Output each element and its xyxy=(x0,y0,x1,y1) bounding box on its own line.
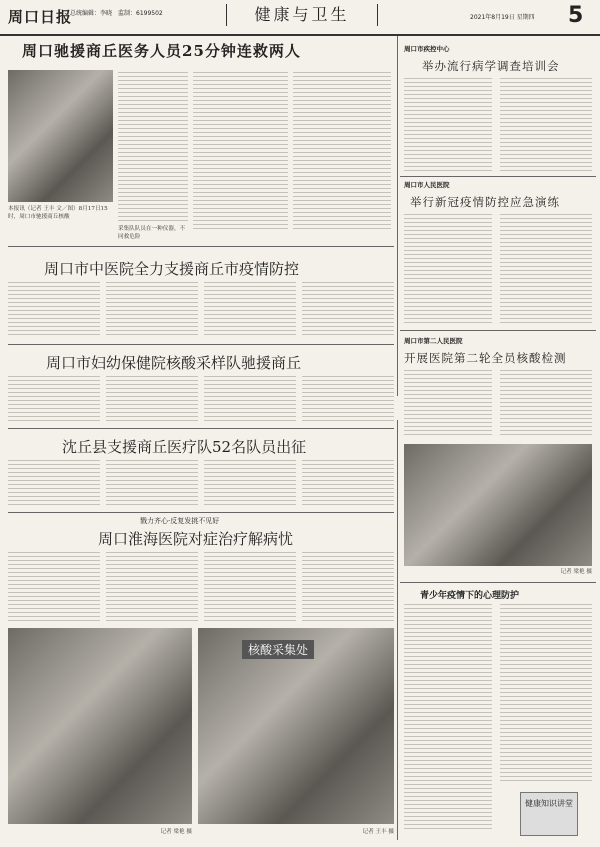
article-body xyxy=(404,604,492,832)
photo-credit: 记者 王丰 摄 xyxy=(362,829,394,835)
article-body xyxy=(302,460,394,508)
article-body xyxy=(8,552,100,622)
article-body xyxy=(193,72,288,232)
article-title: 举行新冠疫情防控应急演练 xyxy=(410,195,560,209)
article-kicker: 周口市疾控中心 xyxy=(404,45,450,53)
rule xyxy=(8,428,394,429)
article-title: 沈丘县支援商丘医疗队52名队员出征 xyxy=(62,438,307,456)
section-title: 健康与卫生 xyxy=(226,4,378,26)
column-badge: 健康知识讲堂 xyxy=(520,792,578,836)
article-body xyxy=(500,370,592,438)
article-body xyxy=(404,214,492,326)
article-body xyxy=(302,282,394,338)
article-body xyxy=(404,370,492,438)
rule xyxy=(400,330,596,331)
article-title: 周口驰援商丘医务人员25分钟连救两人 xyxy=(22,42,301,60)
article-body xyxy=(8,282,100,338)
article-title: 青少年疫情下的心理防护 xyxy=(420,591,520,601)
rule xyxy=(8,344,394,345)
article-title: 举办流行病学调查培训会 xyxy=(422,59,560,73)
article-kicker: 戮力齐心·反复发挑不见好 xyxy=(140,517,220,525)
editor-meta: 总统编辑：李晓 监制：6199502 xyxy=(70,10,163,17)
article-body xyxy=(204,376,296,424)
article-title: 周口市妇幼保健院核酸采样队驰援商丘 xyxy=(46,354,302,372)
article-body xyxy=(500,78,592,174)
article-kicker: 周口市人民医院 xyxy=(404,181,450,189)
column-divider xyxy=(397,420,398,840)
article-body xyxy=(404,78,492,174)
rule xyxy=(8,246,394,247)
article-body xyxy=(106,460,198,508)
article-body xyxy=(302,376,394,424)
article-title: 周口市中医院全力支援商丘市疫情防控 xyxy=(44,260,300,278)
article-body xyxy=(500,214,592,326)
article-body-end: 采集队队员在一种仪器，不同救危险 xyxy=(118,226,186,240)
article-body xyxy=(106,282,198,338)
issue-date: 2021年8月19日 星期四 xyxy=(470,14,535,21)
article-photo xyxy=(8,70,113,202)
article-photo xyxy=(404,444,592,566)
article-body xyxy=(8,460,100,508)
article-body xyxy=(293,72,391,232)
rule xyxy=(400,582,596,583)
article-body xyxy=(500,604,592,782)
sign-text: 核酸采集处 xyxy=(242,640,314,659)
rule xyxy=(400,176,596,177)
photo-credit: 记者 梁艳 摄 xyxy=(560,569,592,575)
newspaper-logo: 周口日报 xyxy=(8,8,73,26)
rule xyxy=(8,512,394,513)
article-body xyxy=(204,552,296,622)
article-title: 开展医院第二轮全员核酸检测 xyxy=(404,351,567,365)
article-body xyxy=(204,460,296,508)
article-kicker: 周口市第二人民医院 xyxy=(404,337,463,345)
article-body xyxy=(106,376,198,424)
article-photo xyxy=(8,628,192,824)
article-body xyxy=(118,72,188,222)
article-body xyxy=(302,552,394,622)
photo-credit: 记者 梁艳 摄 xyxy=(160,829,192,835)
article-body xyxy=(204,282,296,338)
article-title: 周口淮海医院对症治疗解病忧 xyxy=(98,530,294,548)
article-body xyxy=(106,552,198,622)
column-divider xyxy=(397,36,398,396)
photo-caption: 本报讯（记者 王丰 文／图）8月17日15时，周口市驰援商丘核酸 xyxy=(8,206,108,220)
page-number: 5 xyxy=(568,3,584,28)
article-body xyxy=(8,376,100,424)
